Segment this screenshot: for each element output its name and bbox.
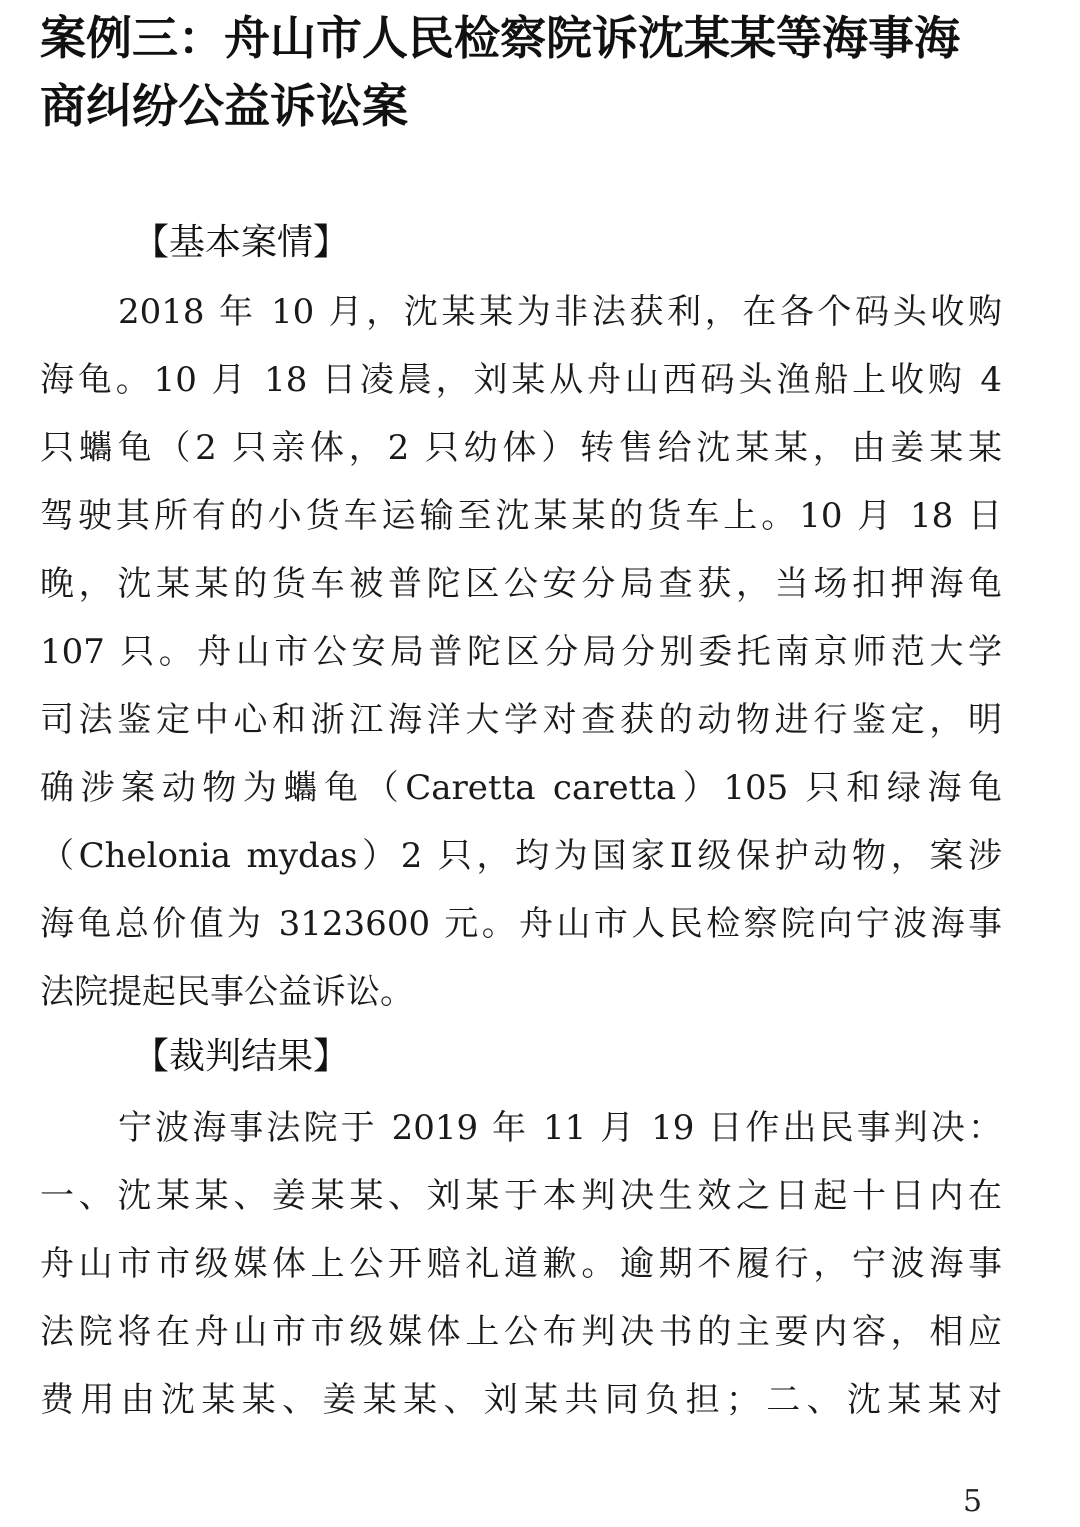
paragraph-line: 只蠵龟（2 只亲体，2 只幼体）转售给沈某某，由姜某某 [40,428,1002,468]
case-title-line-2: 商纠纷公益诉讼案 [40,79,408,133]
section-heading-basic-facts: 【基本案情】 [133,222,350,263]
paragraph-line: 一、沈某某、姜某某、刘某于本判决生效之日起十日内在 [40,1176,1002,1216]
paragraph-line: 法院将在舟山市市级媒体上公布判决书的主要内容，相应 [40,1312,1002,1352]
section-heading-judgment-result: 【裁判结果】 [133,1036,350,1077]
page-number: 5 [963,1484,983,1519]
paragraph-line: 海龟。10 月 18 日凌晨，刘某从舟山西码头渔船上收购 4 [40,360,1002,400]
paragraph-line: 2018 年 10 月，沈某某为非法获利，在各个码头收购 [118,292,1002,332]
paragraph-line: 费用由沈某某、姜某某、刘某共同负担；二、沈某某对 [40,1380,1002,1420]
paragraph-line: 确涉案动物为蠵龟（Caretta caretta）105 只和绿海龟 [40,768,1002,808]
paragraph-line: （Chelonia mydas）2 只，均为国家Ⅱ级保护动物，案涉 [40,836,1002,876]
paragraph-line: 驾驶其所有的小货车运输至沈某某的货车上。10 月 18 日 [40,496,1002,536]
paragraph-line: 107 只。舟山市公安局普陀区分局分别委托南京师范大学 [40,632,1002,672]
paragraph-line: 司法鉴定中心和浙江海洋大学对查获的动物进行鉴定，明 [40,700,1002,740]
paragraph-line: 舟山市市级媒体上公开赔礼道歉。逾期不履行，宁波海事 [40,1244,1002,1284]
case-title-line-1: 案例三：舟山市人民检察院诉沈某某等海事海 [40,11,960,65]
paragraph-line: 晚，沈某某的货车被普陀区公安分局查获，当场扣押海龟 [40,564,1002,604]
paragraph-line: 法院提起民事公益诉讼。 [40,972,414,1012]
paragraph-line: 海龟总价值为 3123600 元。舟山市人民检察院向宁波海事 [40,904,1002,944]
paragraph-line: 宁波海事法院于 2019 年 11 月 19 日作出民事判决： [118,1108,1002,1148]
